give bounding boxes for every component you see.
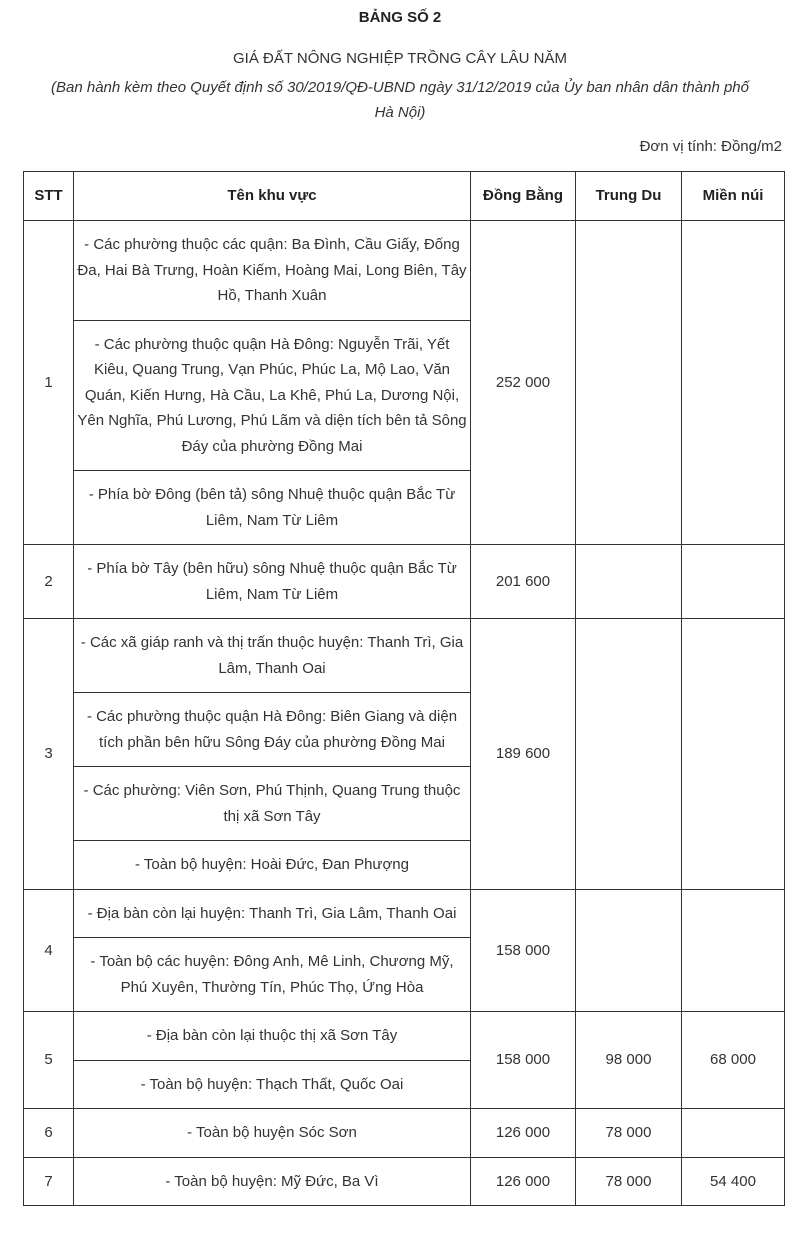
midland-price-cell: 78 000 xyxy=(576,1157,682,1206)
header-delta: Đồng Bằng xyxy=(471,172,576,221)
delta-price-cell: 252 000 xyxy=(471,221,576,545)
mountain-price-cell xyxy=(682,889,785,1012)
mountain-price-cell xyxy=(682,545,785,619)
header-midland: Trung Du xyxy=(576,172,682,221)
table-row xyxy=(24,1012,785,1061)
area-cell: - Các phường: Viên Sơn, Phú Thịnh, Quang Trung thuộc thị xã Sơn Tây xyxy=(74,767,471,841)
midland-price-cell xyxy=(576,889,682,1012)
area-cell: - Toàn bộ các huyện: Đông Anh, Mê Linh, Chương Mỹ, Phú Xuyên, Thường Tín, Phúc Thọ, Ứng Hòa xyxy=(74,938,471,1012)
area-cell: - Địa bàn còn lại thuộc thị xã Sơn Tây xyxy=(74,1012,471,1061)
area-cell: - Địa bàn còn lại huyện: Thanh Trì, Gia Lâm, Thanh Oai xyxy=(74,889,471,938)
document-subtitle: GIÁ ĐẤT NÔNG NGHIỆP TRỒNG CÂY LÂU NĂM xyxy=(233,50,567,67)
stt-cell: 7 xyxy=(24,1157,74,1206)
mountain-price-cell xyxy=(682,1109,785,1158)
midland-price-cell xyxy=(576,221,682,545)
stt-cell: 2 xyxy=(24,545,74,619)
delta-price-cell: 126 000 xyxy=(471,1109,576,1158)
midland-price-cell xyxy=(576,545,682,619)
delta-price-cell: 189 600 xyxy=(471,619,576,890)
issuance-line-2: Hà Nội) xyxy=(374,104,426,121)
issuance-note xyxy=(20,75,780,125)
mountain-price-cell xyxy=(682,221,785,545)
area-cell: - Toàn bộ huyện: Mỹ Đức, Ba Vì xyxy=(74,1157,471,1206)
area-cell: - Phía bờ Tây (bên hữu) sông Nhuệ thuộc quận Bắc Từ Liêm, Nam Từ Liêm xyxy=(74,545,471,619)
delta-price-cell: 158 000 xyxy=(471,889,576,1012)
midland-price-cell xyxy=(576,619,682,890)
stt-cell: 6 xyxy=(24,1109,74,1158)
area-cell: - Toàn bộ huyện: Thạch Thất, Quốc Oai xyxy=(74,1060,471,1109)
table-row xyxy=(24,545,785,619)
delta-price-cell: 158 000 xyxy=(471,1012,576,1109)
stt-cell: 5 xyxy=(24,1012,74,1109)
area-cell: - Các xã giáp ranh và thị trấn thuộc huyện: Thanh Trì, Gia Lâm, Thanh Oai xyxy=(74,619,471,693)
header-area: Tên khu vực xyxy=(74,172,471,221)
mountain-price-cell: 68 000 xyxy=(682,1012,785,1109)
header-mountain: Miền núi xyxy=(682,172,785,221)
midland-price-cell: 78 000 xyxy=(576,1109,682,1158)
document-title: BẢNG SỐ 2 xyxy=(358,9,442,26)
area-cell: - Toàn bộ huyện Sóc Sơn xyxy=(74,1109,471,1158)
price-table xyxy=(23,171,785,1206)
table-row xyxy=(24,1157,785,1206)
header-stt: STT xyxy=(24,172,74,221)
area-cell: - Toàn bộ huyện: Hoài Đức, Đan Phượng xyxy=(74,841,471,890)
stt-cell: 3 xyxy=(24,619,74,890)
table-row xyxy=(24,221,785,321)
mountain-price-cell xyxy=(682,619,785,890)
area-cell: - Các phường thuộc các quận: Ba Đình, Cầu Giấy, Đống Đa, Hai Bà Trưng, Hoàn Kiếm, Hoàng Mai, Long Biên, Tây Hồ, Thanh Xuân xyxy=(74,221,471,321)
unit-label: Đơn vị tính: Đồng/m2 xyxy=(639,138,782,155)
stt-cell: 1 xyxy=(24,221,74,545)
table-body xyxy=(24,221,785,1206)
area-cell: - Các phường thuộc quận Hà Đông: Nguyễn Trãi, Yết Kiêu, Quang Trung, Vạn Phúc, Phúc La, Mộ Lao, Văn Quán, Kiến Hưng, Hà Cầu, La Khê, Phú La, Dương Nội, Yên Nghĩa, Phú Lương, Phú Lãm và diện tích bên tả Sông Đáy của phường Đồng Mai xyxy=(74,320,471,471)
area-cell: - Các phường thuộc quận Hà Đông: Biên Giang và diện tích phần bên hữu Sông Đáy của phường Đồng Mai xyxy=(74,693,471,767)
table-row xyxy=(24,889,785,938)
issuance-line-1: (Ban hành kèm theo Quyết định số 30/2019/QĐ-UBND ngày 31/12/2019 của Ủy ban nhân dân thành phố xyxy=(51,79,749,96)
table-row xyxy=(24,619,785,693)
delta-price-cell: 126 000 xyxy=(471,1157,576,1206)
delta-price-cell: 201 600 xyxy=(471,545,576,619)
table-row xyxy=(24,1109,785,1158)
mountain-price-cell: 54 400 xyxy=(682,1157,785,1206)
area-cell: - Phía bờ Đông (bên tả) sông Nhuệ thuộc quận Bắc Từ Liêm, Nam Từ Liêm xyxy=(74,471,471,545)
stt-cell: 4 xyxy=(24,889,74,1012)
table-header-row xyxy=(24,172,785,221)
midland-price-cell: 98 000 xyxy=(576,1012,682,1109)
